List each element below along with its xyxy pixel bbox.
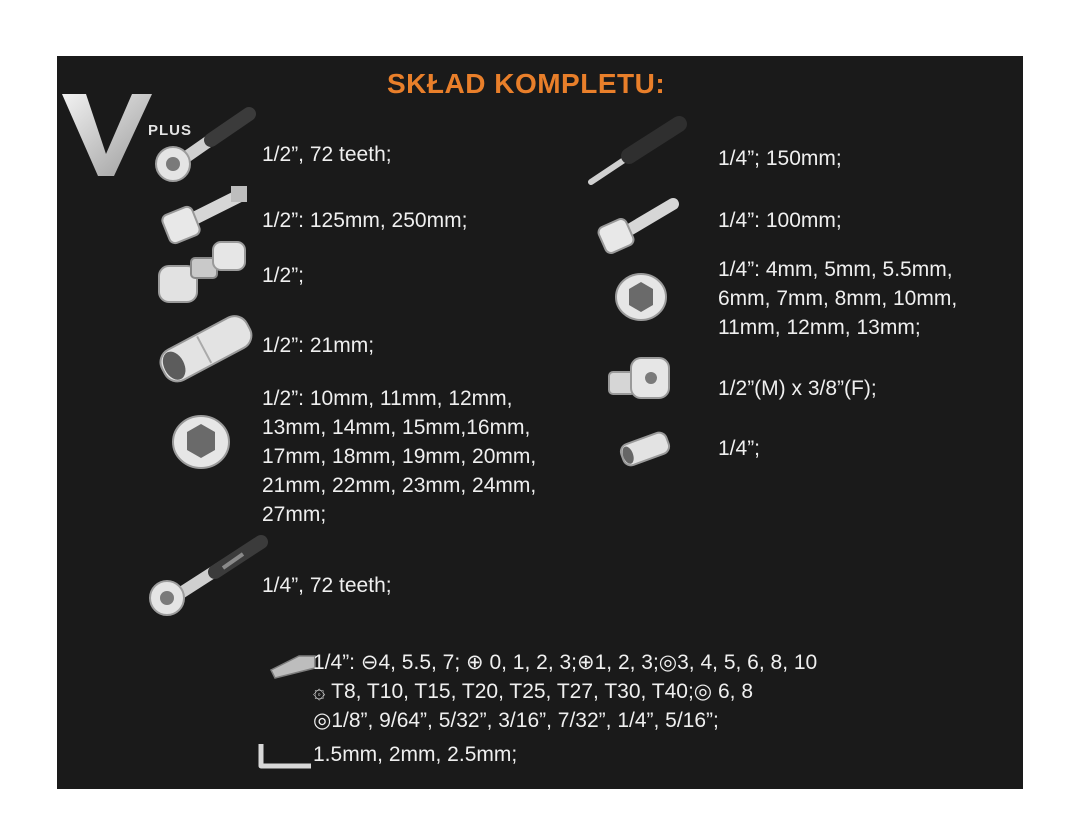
- tool-icon-bit: [269, 650, 319, 685]
- item-extension-half-label: 1/2”: 125mm, 250mm;: [262, 209, 468, 232]
- item-socket-half-label: 1/2”: 10mm, 11mm, 12mm, 13mm, 14mm, 15mm,16mm, 17mm, 18mm, 19mm, 20mm, 21mm, 22mm, 23mm, 24mm, 27mm;: [262, 387, 537, 526]
- tool-icon-socket-quarter: [613, 270, 669, 329]
- universal-joint-icon: [155, 236, 251, 310]
- item-hex-keys-label: 1.5mm, 2mm, 2.5mm;: [313, 743, 518, 766]
- item-ratchet-quarter-label: 1/4”, 72 teeth;: [262, 574, 392, 597]
- tool-icon-bit-holder: [617, 426, 673, 477]
- item-bit-holder-label: 1/4”;: [718, 437, 761, 460]
- tool-icon-socket-half: [169, 412, 233, 477]
- hex-key-icon: [257, 742, 317, 772]
- tool-icon-adapter: [605, 350, 675, 413]
- ratchet-icon: [149, 102, 269, 184]
- screwdriver-handle-icon: [583, 116, 687, 190]
- tool-icon-spark-plug-socket: [153, 306, 257, 393]
- tool-icon-extension-quarter: [597, 192, 687, 263]
- ratchet-icon: [145, 532, 275, 618]
- tool-icon-screwdriver-handle: [583, 116, 687, 195]
- adapter-icon: [605, 350, 675, 408]
- extension-bar-icon: [597, 192, 687, 258]
- item-ratchet-half-label: 1/2”, 72 teeth;: [262, 143, 392, 166]
- tool-icon-ratchet-quarter: [145, 532, 275, 623]
- bit-icon: [269, 650, 319, 680]
- item-adapter-label: 1/2”(M) x 3/8”(F);: [718, 377, 877, 400]
- page-title: SKŁAD KOMPLETU:: [387, 68, 666, 99]
- logo-plus-text: PLUS: [148, 122, 193, 139]
- item-screwdriver-handle-label: 1/4”; 150mm;: [718, 147, 842, 170]
- tool-icon-universal-joint: [155, 236, 251, 315]
- socket-icon: [613, 270, 669, 324]
- socket-icon: [169, 412, 233, 472]
- item-socket-quarter-label: 1/4”: 4mm, 5mm, 5.5mm, 6mm, 7mm, 8mm, 10mm, 11mm, 12mm, 13mm;: [718, 258, 958, 339]
- item-bits-label: 1/4”: ⊖4, 5.5, 7; ⊕ 0, 1, 2, 3;⊕1, 2, 3;◎3, 4, 5, 6, 8, 10 ۞ T8, T10, T15, T20, T25, T27, T30, T40;◎ 6, 8 ◎1/8”, 9/64”, 5/32”, 3/16”, 7/32”, 1/4”, 5/16”;: [313, 651, 818, 732]
- item-universal-joint-label: 1/2”;: [262, 264, 305, 287]
- bit-holder-icon: [617, 426, 673, 472]
- spark-plug-socket-icon: [153, 306, 257, 388]
- item-spark-plug-socket-label: 1/2”: 21mm;: [262, 334, 375, 357]
- tool-icon-ratchet-half: [149, 102, 269, 189]
- item-extension-quarter-label: 1/4”: 100mm;: [718, 209, 842, 232]
- tool-icon-hex-key: [257, 742, 317, 777]
- product-panel: [57, 56, 1023, 789]
